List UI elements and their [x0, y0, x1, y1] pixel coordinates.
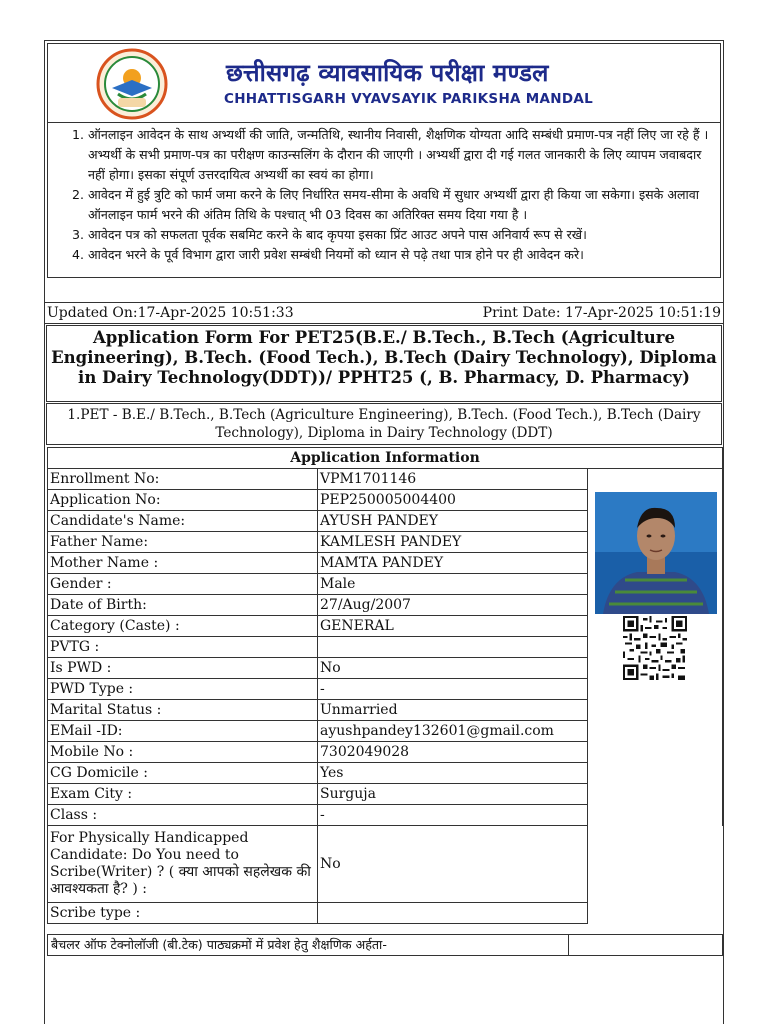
row-value: Male — [318, 574, 588, 595]
scribe-type-value — [318, 903, 588, 924]
row-label: Marital Status : — [48, 700, 318, 721]
row-label: Date of Birth: — [48, 595, 318, 616]
qualification-heading: बैचलर ऑफ टेक्नोलॉजी (बी.टेक) पाठ्यक्रमों में प्रवेश हेतु शैक्षणिक अर्हता- — [51, 937, 387, 952]
row-label: Candidate's Name: — [48, 511, 318, 532]
row-label: CG Domicile : — [48, 763, 318, 784]
qualification-row — [47, 934, 723, 956]
scribe-answer: No — [318, 826, 588, 903]
row-label: Category (Caste) : — [48, 616, 318, 637]
scribe-question: For Physically Handicapped Candidate: Do You need to Scribe(Writer) ? ( क्या आपको सहलेखक की आवश्यकता है? ) : — [48, 826, 318, 903]
row-value: Surguja — [318, 784, 588, 805]
qr-code — [619, 616, 691, 680]
row-label: EMail -ID: — [48, 721, 318, 742]
row-value: Unmarried — [318, 700, 588, 721]
row-value: Yes — [318, 763, 588, 784]
row-value: - — [318, 805, 588, 826]
row-value: No — [318, 658, 588, 679]
row-value: KAMLESH PANDEY — [318, 532, 588, 553]
table-row — [48, 826, 723, 903]
row-label: Class : — [48, 805, 318, 826]
row-value: PEP250005004400 — [318, 490, 588, 511]
row-label: Gender : — [48, 574, 318, 595]
row-value — [318, 637, 588, 658]
board-title-hindi: छत्तीसगढ़ व्यावसायिक परीक्षा मण्डल — [226, 59, 549, 87]
row-label: PWD Type : — [48, 679, 318, 700]
row-label: Application No: — [48, 490, 318, 511]
board-title-english: CHHATTISGARH VYAVSAYIK PARIKSHA MANDAL — [224, 91, 594, 107]
candidate-photo — [595, 492, 717, 614]
table-row — [48, 469, 723, 490]
row-label: Is PWD : — [48, 658, 318, 679]
instruction-item: 1. ऑनलाइन आवेदन के साथ अभ्यर्थी की जाति, जन्मतिथि, स्थानीय निवासी, शैक्षणिक योग्यता आदि सम्बंधी प्रमाण-पत्र नहीं लिए जा रहे हैं । अभ्यर्थी के सभी प्रमाण-पत्र का परीक्षण काउन्सलिंग के दौरान की जाएगी । अभ्यर्थी द्वारा दी गई गलत जानकारी के लिए व्यापम जवाबदार नहीं होगा। इसका संपूर्ण उत्तरदायित्व अभ्यर्थी का स्वयं का होगा। — [88, 125, 712, 185]
scribe-type-label: Scribe type : — [48, 903, 318, 924]
table-heading: Application Information — [48, 448, 723, 469]
instruction-item: 3. आवेदन पत्र को सफलता पूर्वक सबमिट करने के बाद कृपया इसका प्रिंट आउट अपने पास अनिवार्य रूप से रखें। — [88, 225, 712, 245]
table-row — [48, 903, 723, 924]
form-title: Application Form For PET25(B.E./ B.Tech., B.Tech (Agriculture Engineering), B.Tech. (Food Tech.), B.Tech (Dairy Technology), Diploma in Dairy Technology(DDT))/ PPHT25 (, B. Pharmacy, D. Pharmacy) — [46, 325, 722, 402]
header-box — [47, 43, 721, 278]
row-label: Father Name: — [48, 532, 318, 553]
print-date: Print Date: 17-Apr-2025 10:51:19 — [482, 305, 721, 321]
row-label: Exam City : — [48, 784, 318, 805]
row-value: 7302049028 — [318, 742, 588, 763]
row-value: - — [318, 679, 588, 700]
row-label: Mobile No : — [48, 742, 318, 763]
instructions-list — [48, 123, 720, 277]
row-value: 27/Aug/2007 — [318, 595, 588, 616]
vyapam-logo — [94, 48, 170, 120]
print-meta — [44, 302, 724, 324]
row-value: AYUSH PANDEY — [318, 511, 588, 532]
qualification-value-cell — [568, 935, 723, 955]
row-label: PVTG : — [48, 637, 318, 658]
header — [48, 44, 720, 123]
row-label: Enrollment No: — [48, 469, 318, 490]
row-label: Mother Name : — [48, 553, 318, 574]
row-value: ayushpandey132601@gmail.com — [318, 721, 588, 742]
updated-on: Updated On:17-Apr-2025 10:51:33 — [47, 305, 294, 321]
instruction-item: 2. आवेदन में हुई त्रुटि को फार्म जमा करने के लिए निर्धारित समय-सीमा के अवधि में सुधार अभ्यर्थी द्वारा ही किया जा सकेगा। इसके अलावा ऑनलाइन फार्म भरने की अंतिम तिथि के पश्चात् भी 03 दिवस का अतिरिक्त समय दिया गया है । — [88, 185, 712, 225]
row-value: MAMTA PANDEY — [318, 553, 588, 574]
row-value: VPM1701146 — [318, 469, 588, 490]
instruction-item: 4. आवेदन भरने के पूर्व विभाग द्वारा जारी प्रवेश सम्बंधी नियमों को ध्यान से पढ़े तथा पात्र होने पर ही आवेदन करे। — [88, 245, 712, 265]
course-subtitle: 1.PET - B.E./ B.Tech., B.Tech (Agriculture Engineering), B.Tech. (Food Tech.), B.Tech (Dairy Technology), Diploma in Dairy Technology (DDT) — [46, 403, 722, 445]
row-value: GENERAL — [318, 616, 588, 637]
